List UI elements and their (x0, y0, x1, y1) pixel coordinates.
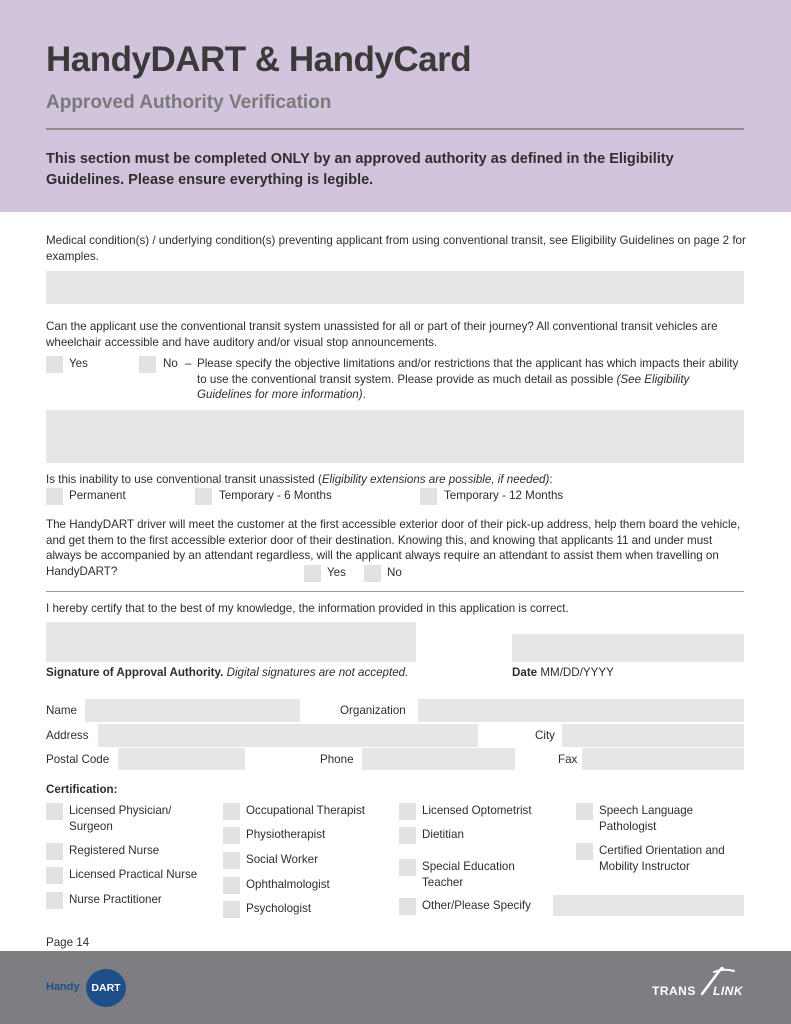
translink-logo-link: LINK (713, 984, 743, 998)
duration-6-months-label: Temporary - 6 Months (219, 489, 332, 502)
cert-social-worker-label: Social Worker (246, 853, 318, 866)
cert-psychologist-label: Psychologist (246, 902, 312, 915)
attendant-question: The HandyDART driver will meet the customer at the first accessible exterior door of their pick-up address, help them board the vehicle, and get them to the first accessible exterior door of their destination. Knowing this, and knowing that applicants 11 and under must always be accompanied by an attendant regardless, will the applicant always require an attendant to assist them when travelling on HandyDART? (46, 518, 741, 578)
organization-field[interactable] (418, 699, 744, 722)
cert-other-specify-field[interactable] (553, 895, 744, 916)
duration-question-end: : (549, 473, 553, 486)
page-number: Page 14 (46, 936, 90, 949)
signature-note: Digital signatures are not accepted. (226, 666, 409, 679)
header-divider (46, 128, 744, 130)
date-format: MM/DD/YYYY (540, 666, 614, 679)
conventional-no-label: No (163, 357, 178, 370)
cert-nurse-practitioner-label: Nurse Practitioner (69, 893, 162, 906)
attendant-yes-label: Yes (327, 566, 346, 579)
cert-occupational-therapist-checkbox[interactable] (223, 803, 240, 820)
duration-question (46, 472, 553, 488)
conventional-no-explanation-end: . (362, 388, 366, 401)
duration-question-text: Is this inability to use conventional transit unassisted ( (46, 473, 322, 486)
cert-other-checkbox[interactable] (399, 898, 416, 915)
cert-optometrist-checkbox[interactable] (399, 803, 416, 820)
certification-heading: Certification: (46, 783, 118, 796)
cert-special-education-checkbox[interactable] (399, 859, 416, 876)
cert-nurse-practitioner-checkbox[interactable] (46, 892, 63, 909)
cert-physician-label: Licensed Physician/ Surgeon (69, 804, 172, 833)
cert-ophthalmologist-label: Ophthalmologist (246, 878, 330, 891)
conventional-yes-label: Yes (69, 357, 88, 370)
duration-question-italic: Eligibility extensions are possible, if needed) (321, 473, 550, 486)
duration-12-months-label: Temporary - 12 Months (444, 489, 564, 502)
organization-label: Organization (340, 704, 406, 717)
cert-dietitian-label: Dietitian (422, 828, 464, 841)
signature-field[interactable] (46, 622, 416, 662)
conventional-no-explanation-italic: (See Eligibility Guidelines for more information) (197, 372, 690, 401)
medical-condition-question: Medical condition(s) / underlying condition(s) preventing applicant from using conventional transit, see Eligibility Guidelines on page 2 for examples. (46, 234, 746, 263)
cert-speech-language-label: Speech Language Pathologist (599, 804, 694, 833)
page-title: HandyDART & HandyCard (46, 40, 472, 79)
intro-instructions: This section must be completed ONLY by an approved authority as defined in the Eligibility Guidelines. Please ensure everything is legible. (46, 151, 674, 188)
cert-physiotherapist-label: Physiotherapist (246, 828, 326, 841)
duration-permanent-checkbox[interactable] (46, 488, 63, 505)
signature-label-text: Signature of Approval Authority. (46, 666, 224, 679)
city-field[interactable] (562, 724, 744, 747)
attendant-yes-checkbox[interactable] (304, 565, 321, 582)
limitations-field[interactable] (46, 410, 744, 463)
cert-ophthalmologist-checkbox[interactable] (223, 877, 240, 894)
cert-physician-checkbox[interactable] (46, 803, 63, 820)
conventional-no-checkbox[interactable] (139, 356, 156, 373)
cert-psychologist-checkbox[interactable] (223, 901, 240, 918)
handydart-logo-handy: Handy (46, 981, 80, 993)
conventional-no-dash: – (185, 357, 192, 370)
duration-permanent-label: Permanent (69, 489, 126, 502)
conventional-no-explanation-text: Please specify the objective limitations and/or restrictions that the applicant has which impacts their ability to use the conventional transit system. Please provide as much detail as possible (197, 357, 739, 386)
postal-code-field[interactable] (118, 748, 245, 770)
date-label (512, 665, 614, 681)
address-field[interactable] (98, 724, 478, 747)
date-field[interactable] (512, 634, 744, 662)
duration-12-months-checkbox[interactable] (420, 488, 437, 505)
cert-registered-nurse-label: Registered Nurse (69, 844, 160, 857)
name-field[interactable] (85, 699, 300, 722)
date-label-text: Date (512, 666, 538, 679)
cert-occupational-therapist-label: Occupational Therapist (246, 804, 366, 817)
cert-orientation-mobility-label: Certified Orientation and Mobility Instructor (599, 844, 725, 873)
cert-practical-nurse-label: Licensed Practical Nurse (69, 868, 198, 881)
attendant-no-checkbox[interactable] (364, 565, 381, 582)
cert-practical-nurse-checkbox[interactable] (46, 867, 63, 884)
fax-field[interactable] (582, 748, 744, 770)
city-label: City (535, 729, 555, 742)
fax-label: Fax (558, 753, 578, 766)
address-label: Address (46, 729, 89, 742)
attendant-no-label: No (387, 566, 402, 579)
certify-statement: I hereby certify that to the best of my knowledge, the information provided in this application is correct. (46, 602, 569, 615)
handydart-logo-dart: DART (86, 969, 126, 1007)
conventional-yes-checkbox[interactable] (46, 356, 63, 373)
cert-social-worker-checkbox[interactable] (223, 852, 240, 869)
cert-other-label: Other/Please Specify (422, 899, 531, 912)
phone-label: Phone (320, 753, 354, 766)
name-label: Name (46, 704, 77, 717)
cert-dietitian-checkbox[interactable] (399, 827, 416, 844)
phone-field[interactable] (362, 748, 515, 770)
section-divider (46, 591, 744, 592)
conventional-transit-question: Can the applicant use the conventional transit system unassisted for all or part of their journey? All conventional transit vehicles are wheelchair accessible and have auditory and/or visual stop announcements. (46, 320, 718, 349)
cert-special-education-label: Special Education Teacher (422, 860, 515, 889)
translink-logo-trans: TRANS (652, 984, 696, 998)
cert-orientation-mobility-checkbox[interactable] (576, 843, 593, 860)
cert-speech-language-checkbox[interactable] (576, 803, 593, 820)
duration-6-months-checkbox[interactable] (195, 488, 212, 505)
signature-label (46, 665, 408, 681)
conventional-no-explanation (197, 356, 745, 403)
cert-physiotherapist-checkbox[interactable] (223, 827, 240, 844)
postal-code-label: Postal Code (46, 753, 110, 766)
cert-optometrist-label: Licensed Optometrist (422, 804, 532, 817)
medical-condition-field[interactable] (46, 271, 744, 304)
cert-registered-nurse-checkbox[interactable] (46, 843, 63, 860)
page-subtitle: Approved Authority Verification (46, 92, 332, 113)
